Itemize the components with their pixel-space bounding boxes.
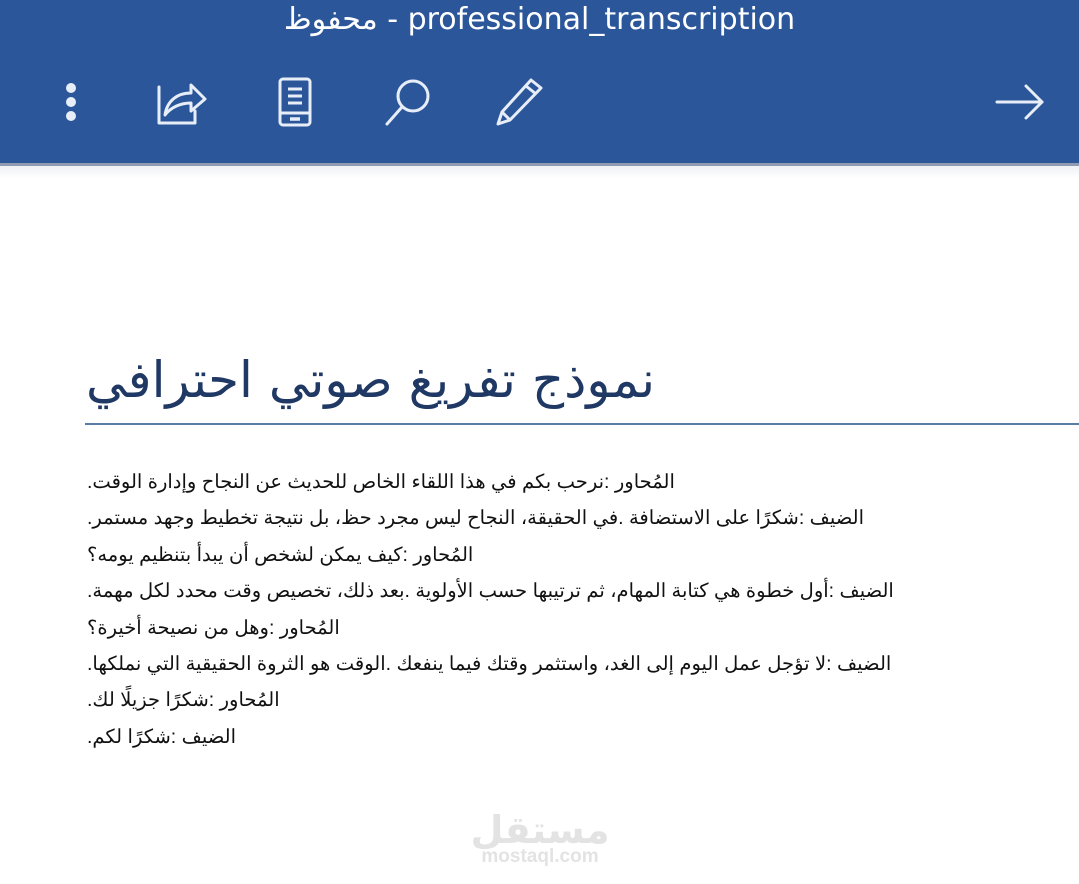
share-button[interactable]	[150, 70, 214, 134]
document-title: محفوظ - professional_transcription	[283, 2, 796, 37]
transcript-line: الضيف :شكرًا على الاستضافة .في الحقيقة، النجاح ليس مجرد حظ، بل نتيجة تخطيط وجهد مستمر.	[87, 507, 865, 530]
header-fade	[0, 166, 1079, 178]
transcript-line: الضيف :شكرًا لكم.	[87, 725, 236, 748]
arrow-right-icon	[994, 82, 1046, 122]
document-heading: نموذج تفريغ صوتي احترافي	[86, 351, 656, 409]
transcript-line: المُحاور :شكرًا جزيلًا لك.	[87, 689, 280, 712]
transcript-line: الضيف :أول خطوة هي كتابة المهام، ثم ترتيبها حسب الأولوية .بعد ذلك، تخصيص وقت محدد لكل مهمة.	[87, 580, 894, 603]
transcript-body	[87, 464, 987, 755]
pencil-icon	[493, 76, 545, 128]
transcript-line: المُحاور :نرحب بكم في هذا اللقاء الخاص للحديث عن النجاح وإدارة الوقت.	[87, 471, 675, 493]
toolbar	[0, 70, 1079, 134]
edit-button[interactable]	[487, 70, 551, 134]
search-icon	[382, 76, 434, 128]
mobile-view-icon	[277, 77, 313, 127]
watermark-arabic: مستقل	[470, 808, 610, 852]
heading-rule	[85, 423, 1079, 425]
search-button[interactable]	[376, 70, 440, 134]
more-options-button[interactable]	[39, 70, 103, 134]
mobile-view-button[interactable]	[263, 70, 327, 134]
watermark	[465, 810, 615, 868]
transcript-line: المُحاور :كيف يمكن لشخص أن يبدأ بتنظيم يومه؟	[87, 543, 474, 566]
app-header	[0, 0, 1079, 163]
vertical-ellipsis-icon	[61, 78, 81, 126]
forward-button[interactable]	[988, 70, 1052, 134]
transcript-line: الضيف :لا تؤجل عمل اليوم إلى الغد، واستثمر وقتك فيما ينفعك .الوقت هو الثروة الحقيقية التي نملكها.	[87, 652, 892, 675]
transcript-line: المُحاور :وهل من نصيحة أخيرة؟	[87, 616, 340, 639]
share-icon	[155, 77, 209, 127]
watermark-latin: mostaql.com	[481, 846, 599, 867]
